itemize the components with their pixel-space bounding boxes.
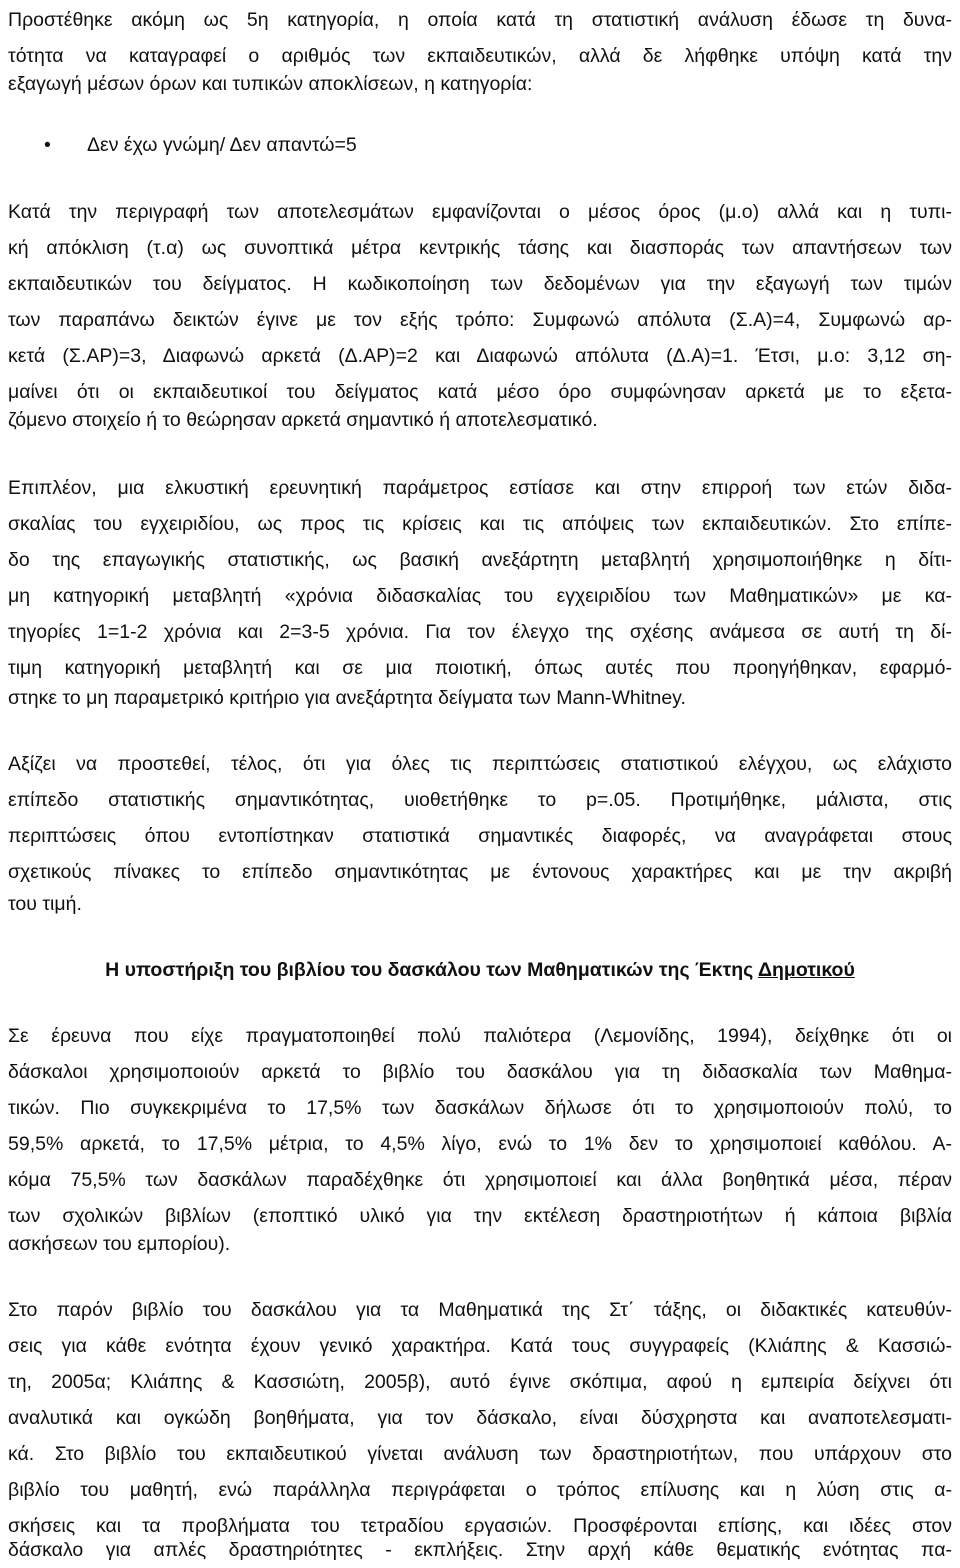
text-line: σεις για κάθε ενότητα έχουν γενικό χαρακτήρα. Κατά τους συγγραφείς (Κλιάπης & Κασσιώ- [8, 1335, 952, 1357]
text-line: επίπεδο στατιστικής σημαντικότητας, υιοθετήθηκε το p=.05. Προτιμήθηκε, μάλιστα, στις [8, 789, 952, 811]
text-line: του τιμή. [8, 893, 82, 915]
text-line: σκαλίας του εγχειριδίου, ως προς τις κρίσεις και τις απόψεις των εκπαιδευτικών. Στο επίπε- [8, 513, 952, 535]
text-line: εκπαιδευτικών του δείγματος. Η κωδικοποίηση των δεδομένων για την εξαγωγή των τιμών [8, 273, 952, 295]
text-line: δάσκαλο για απλές δραστηριότητες - εκπλήξεις. Στην αρχή κάθε θεματικής ενότητας πα- [8, 1539, 952, 1561]
text-line: σκήσεις και τα προβλήματα του τετραδίου εργασιών. Προσφέρονται επίσης, και ιδέες στον [8, 1515, 952, 1537]
text-line: δο της επαγωγικής στατιστικής, ως βασική ανεξάρτητη μεταβλητή χρησιμοποιήθηκε η δίτι- [8, 549, 952, 571]
text-line: κόμα 75,5% των δασκάλων παραδέχθηκε ότι χρησιμοποιεί και άλλα βοηθητικά μέσα, πέραν [8, 1169, 952, 1191]
text-line: ζόμενο στοιχείο ή το θεώρησαν αρκετά σημαντικό ή αποτελεσματικό. [8, 409, 598, 431]
text-line: περιπτώσεις όπου εντοπίστηκαν στατιστικά σημαντικές διαφορές, να αναγράφεται στους [8, 825, 952, 847]
bullet-item [8, 127, 952, 163]
bullet-icon: • [44, 134, 51, 156]
text-line: των σχολικών βιβλίων (εποπτικό υλικό για την εκτέλεση δραστηριοτήτων ή κάποια βιβλία [8, 1205, 952, 1227]
text-line: Επιπλέον, μια ελκυστική ερευνητική παράμετρος εστίασε και στην επιρροή των ετών διδα- [8, 477, 952, 499]
text-line: βιβλίο του μαθητή, ενώ παράλληλα περιγράφεται ο τρόπος επίλυσης και η λύση στις α- [8, 1479, 952, 1501]
text-line: τιμη κατηγορική μεταβλητή και σε μια ποιοτική, όπως αυτές που προηγήθηκαν, εφαρμό- [8, 657, 952, 679]
text-line: τότητα να καταγραφεί ο αριθμός των εκπαιδευτικών, αλλά δε λήφθηκε υπόψη κατά την [8, 45, 952, 67]
section-heading-underlined: Δημοτικού [757, 959, 855, 981]
text-line: μη κατηγορική μεταβλητή «χρόνια διδασκαλίας του εγχειριδίου των Μαθηματικών» με κα- [8, 585, 952, 607]
text-line: των παραπάνω δεικτών έγινε με τον εξής τρόπο: Συμφωνώ απόλυτα (Σ.Α)=4, Συμφωνώ αρ- [8, 309, 952, 331]
section-heading-main: Η υποστήριξη του βιβλίου του δασκάλου των Μαθηματικών της Έκτης [105, 959, 758, 981]
text-line: τηγορίες 1=1-2 χρόνια και 2=3-5 χρόνια. Για τον έλεγχο της σχέσης ανάμεσα σε αυτή τη δί- [8, 621, 952, 643]
text-line: μαίνει ότι οι εκπαιδευτικοί του δείγματος κατά μέσο όρο συμφώνησαν αρκετά με το εξετα- [8, 381, 952, 403]
text-line: Στο παρόν βιβλίο του δασκάλου για τα Μαθηματικά της Στ΄ τάξης, οι διδακτικές κατευθύν- [8, 1299, 952, 1321]
text-line: ασκήσεων του εμπορίου). [8, 1233, 231, 1255]
text-line: κετά (Σ.ΑΡ)=3, Διαφωνώ αρκετά (Δ.ΑΡ)=2 και Διαφωνώ απόλυτα (Δ.Α)=1. Έτσι, μ.ο: 3,12 ση- [8, 345, 952, 367]
text-line: Αξίζει να προστεθεί, τέλος, ότι για όλες τις περιπτώσεις στατιστικού ελέγχου, ως ελάχιστο [8, 753, 952, 775]
text-line: δάσκαλοι χρησιμοποιούν αρκετά το βιβλίο του δασκάλου για τη διδασκαλία των Μαθημα- [8, 1061, 952, 1083]
text-line: Προστέθηκε ακόμη ως 5η κατηγορία, η οποία κατά τη στατιστική ανάλυση έδωσε τη δυνα- [8, 9, 952, 31]
text-line: κή απόκλιση (τ.α) ως συνοπτικά μέτρα κεντρικής τάσης και διασποράς των απαντήσεων των [8, 237, 952, 259]
text-line: σχετικούς πίνακες το επίπεδο σημαντικότητας με έντονους χαρακτήρες και με την ακριβή [8, 861, 952, 883]
text-line: Κατά την περιγραφή των αποτελεσμάτων εμφανίζονται ο μέσος όρος (μ.ο) αλλά και η τυπι- [8, 201, 952, 223]
section-heading [8, 952, 952, 988]
text-line: τικών. Πιο συγκεκριμένα το 17,5% των δασκάλων δήλωσε ότι το χρησιμοποιούν πολύ, το [8, 1097, 952, 1119]
text-line: Σε έρευνα που είχε πραγματοποιηθεί πολύ παλιότερα (Λεμονίδης, 1994), δείχθηκε ότι οι [8, 1025, 952, 1047]
text-line: αναλυτικά και ογκώδη βοηθήματα, για τον δάσκαλο, είναι δύσχρηστα και αναποτελεσματι- [8, 1407, 952, 1429]
text-line: 59,5% αρκετά, το 17,5% μέτρια, το 4,5% λίγο, ενώ το 1% δεν το χρησιμοποιεί καθόλου. Α- [8, 1133, 952, 1155]
text-line: κά. Στο βιβλίο του εκπαιδευτικού γίνεται ανάλυση των δραστηριοτήτων, που υπάρχουν στο [8, 1443, 952, 1465]
text-line: εξαγωγή μέσων όρων και τυπικών αποκλίσεων, η κατηγορία: [8, 73, 533, 95]
text-line: τη, 2005α; Κλιάπης & Κασσιώτη, 2005β), αυτό έγινε σκόπιμα, αφού η εμπειρία δείχνει ότι [8, 1371, 952, 1393]
text-line: στηκε το μη παραμετρικό κριτήριο για ανεξάρτητα δείγματα των Mann-Whitney. [8, 687, 686, 709]
bullet-item-text: Δεν έχω γνώμη/ Δεν απαντώ=5 [87, 134, 357, 156]
